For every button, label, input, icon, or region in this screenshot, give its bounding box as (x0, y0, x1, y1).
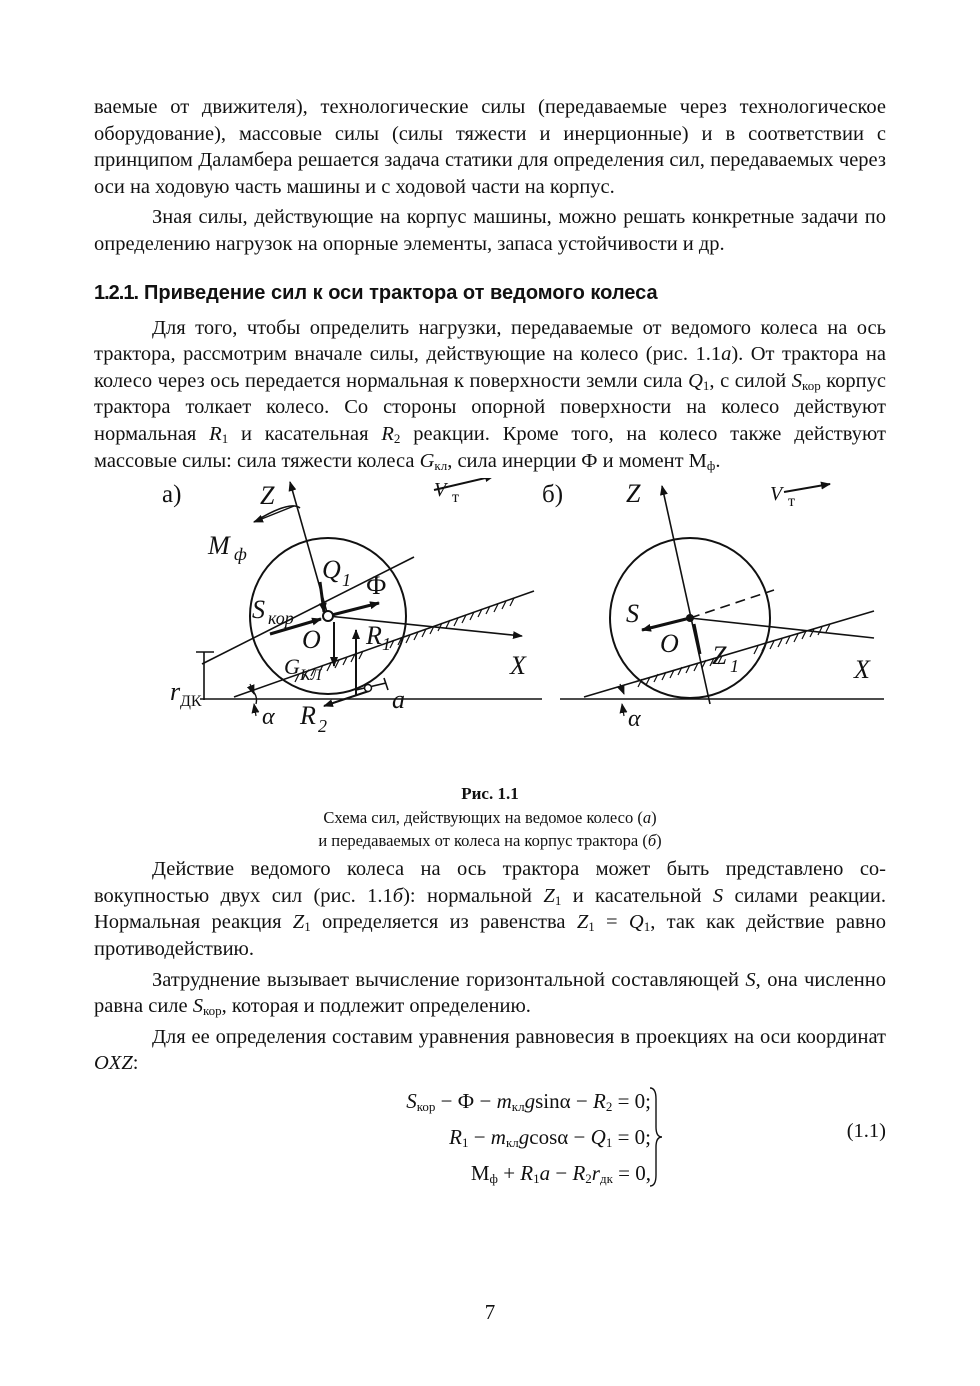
equation-line-1: $S_{кор} - Ф - m_{кл}gsin\alpha - R_2 = 0$; (406, 1088, 651, 1114)
svg-text:ф: ф (234, 544, 247, 565)
svg-text:т: т (452, 489, 459, 507)
panel-label-a: а) (162, 481, 182, 509)
svg-text:т: т (788, 493, 795, 511)
svg-text:R: R (300, 701, 316, 731)
svg-text:V: V (770, 483, 783, 506)
paragraph-equilibrium: Для ее определения составим уравнения равновесия в проекциях на оси координат OXZ: (94, 1025, 886, 1075)
q1-arrow (320, 582, 324, 612)
figure-caption-line-2: и передаваемых от колеса на корпус трактора (б) (318, 831, 662, 851)
svg-text:Q: Q (322, 555, 341, 585)
svg-text:α: α (628, 706, 641, 733)
svg-text:r: r (170, 677, 181, 707)
figure-1-1 (94, 478, 886, 780)
svg-text:R: R (366, 621, 382, 651)
phi-arrow (328, 603, 379, 616)
axis-dash-b (690, 590, 774, 618)
svg-text:1: 1 (730, 656, 739, 677)
svg-text:M: M (208, 531, 230, 561)
svg-text:1: 1 (342, 570, 351, 591)
svg-text:S: S (252, 595, 265, 625)
svg-text:O: O (660, 629, 679, 659)
intro-paragraph-1: ваемые от движителя), технологические силы (передаваемые через технологическое оборудование), массовые силы (силы тяжести и инерционные) и в соответствии с принципом Даламбера решается задача статики для определения сил, передаваемых через оси на ходовую часть машины и с ходовой части на корпус. (94, 96, 886, 198)
velocity-arrow-b (784, 484, 830, 492)
paragraph-action-on-axle: Действие ведомого колеса на ось трактора может быть представлено совокупностью двух сил (рис. 1.1б): нормальной $Z_1$ и касательной S силами реакции. Нормальная реакция $Z_1$ определяется из равенства $Z_1 = Q_1$, так как действие равно противодействию. (94, 858, 887, 960)
svg-text:кор: кор (268, 608, 294, 629)
svg-text:X: X (510, 651, 526, 681)
svg-text:Ф: Ф (366, 571, 387, 601)
svg-text:1: 1 (382, 634, 391, 655)
paragraph-forces-on-wheel: Для того, чтобы определить нагрузки, передаваемые от ведомого колеса на ось трактора, рассмотрим вначале силы, действующие на колесо (рис. 1.1а). От трактора на колесо через ось передается нормальная к поверхности земли сила $Q_1$, с силой $S_{кор}$ корпус трактора толкает колесо. Со стороны опорной поверхности на колесо действуют нормальная $R_1$ и касательная $R_2$ реакции. Кроме того, на колесо также действуют массовые силы: сила тяжести колеса $G_{кл}$, сила инерции Ф и момент $М_ф$. (94, 316, 886, 473)
figure-title: Рис. 1.1 (461, 784, 519, 804)
figure-caption-line-1: Схема сил, действующих на ведомое колесо (а) (323, 808, 657, 828)
equation-number: (1.1) (846, 1119, 886, 1142)
svg-text:X: X (854, 655, 870, 685)
equation-line-2: $R_1 - m_{кл}gcos\alpha - Q_1 = 0$; (449, 1124, 651, 1150)
svg-text:2: 2 (318, 716, 327, 737)
svg-text:S: S (626, 599, 639, 629)
x-axis-a (328, 616, 522, 636)
force-diagram (94, 478, 886, 780)
svg-text:O: O (302, 625, 321, 655)
svg-text:a: a (392, 685, 405, 715)
right-brace (649, 1087, 663, 1187)
svg-text:Z: Z (260, 481, 275, 511)
intro-paragraph-2: Зная силы, действующие на корпус машины, можно решать конкретные задачи по определению нагрузок на опорные элементы, запаса устойчивости и др. (94, 206, 886, 255)
svg-text:Z: Z (626, 479, 641, 509)
svg-text:ДК: ДК (180, 693, 202, 711)
svg-text:КЛ: КЛ (300, 667, 322, 685)
page-body (94, 94, 886, 1193)
x-axis-b (690, 618, 874, 638)
svg-text:α: α (262, 704, 275, 731)
svg-text:G: G (284, 654, 300, 680)
svg-text:V: V (434, 479, 447, 502)
paragraph-horizontal-component: Затруднение вызывает вычисление горизонтальной составляющей S, она численно равна силе $S_{кор}$, которая и подлежит определению. (94, 968, 886, 1019)
svg-text:Z: Z (712, 641, 727, 671)
section-heading (94, 282, 886, 305)
section-number: 1.2.1. (94, 281, 139, 304)
equation-system (94, 1083, 886, 1193)
panel-label-b: б) (542, 481, 564, 509)
section-title: Приведение сил к оси трактора от ведомого колеса (144, 281, 658, 304)
page-number: 7 (484, 1300, 496, 1324)
equation-line-3: $М_ф + R_1a - R_2r_{дк} = 0$, (470, 1160, 651, 1186)
